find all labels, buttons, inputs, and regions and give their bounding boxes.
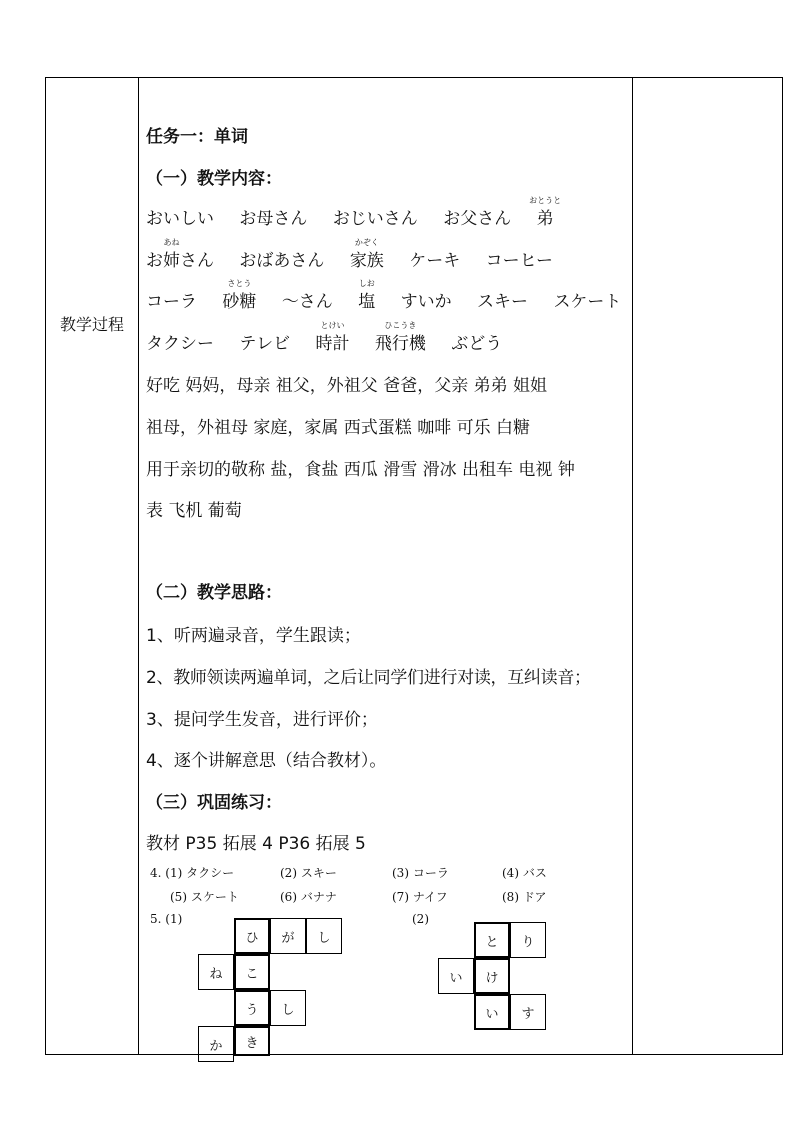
jp-word-ruby: あね 姉 [163, 238, 180, 271]
exercise5-label: 5. (1) [150, 912, 183, 926]
jp-word: ぶどう [451, 334, 503, 354]
jp-word: 砂糖 [222, 292, 257, 312]
jp-word: おばあさん [239, 251, 325, 271]
ruby-text: ひこうき [384, 321, 417, 330]
jp-word: お父さん [443, 209, 512, 229]
jp-word: スケート [553, 292, 622, 312]
lesson-table [45, 77, 783, 1055]
crossword-cell: か [198, 1026, 234, 1062]
jp-word-ruby [358, 279, 376, 312]
cn-meanings-line3: 用于亲切的敬称 盐，食盐 西瓜 滑雪 滑冰 出租车 电视 钟 [146, 460, 575, 480]
cn-meanings-line4: 表 飞机 葡萄 [146, 501, 242, 521]
jp-word-ruby [529, 196, 562, 229]
exercise4-item: (7) ナイフ [392, 890, 448, 904]
crossword-cell: う [234, 990, 270, 1026]
crossword-cell: け [474, 958, 510, 994]
jp-word: おいしい [146, 209, 214, 229]
jp-word-ruby [349, 238, 384, 271]
crossword-cell: り [510, 922, 546, 958]
task-title: 任务一：单词 [146, 127, 248, 147]
step-item: 1、听两遍录音，学生跟读； [146, 626, 361, 646]
exercise4-item: (4) バス [502, 866, 547, 880]
exercise4-item: (2) スキー [280, 866, 337, 880]
jp-word: 弟 [536, 209, 554, 229]
crossword-cell: が [270, 918, 306, 954]
jp-word: お あね 姉さん [146, 238, 214, 271]
jp-word: タクシー [146, 334, 214, 354]
jp-word: お母さん [239, 209, 308, 229]
exercise4-item: (6) バナナ [280, 890, 337, 904]
jp-word: テレビ [239, 334, 291, 354]
jp-word: おじいさん [332, 209, 418, 229]
exercise4-item: (8) ドア [502, 890, 547, 904]
crossword-cell: こ [234, 954, 270, 990]
crossword-cell: き [234, 1026, 270, 1056]
exercise4-item: (5) スケート [170, 890, 239, 904]
practice-reference: 教材 P35 拓展 4 P36 拓展 5 [146, 834, 366, 854]
exercise4-item: 4. (1) タクシー [150, 866, 235, 880]
jp-words-line1 [146, 196, 562, 229]
jp-word-ruby [374, 321, 426, 354]
ruby-text: おとうと [529, 196, 562, 205]
column-divider-left [138, 78, 139, 1054]
jp-word: 塩 [358, 292, 376, 312]
crossword-cell: す [510, 994, 546, 1030]
ruby-text: かぞく [354, 238, 379, 247]
jp-word: コーヒー [485, 251, 553, 271]
jp-word: 時計 [315, 334, 350, 354]
cn-meanings-line2: 祖母，外祖母 家庭，家属 西式蛋糕 咖啡 可乐 白糖 [146, 418, 531, 438]
crossword-cell: い [474, 994, 510, 1030]
jp-word: ～さん [281, 292, 333, 312]
exercise4-item: (3) コーラ [392, 866, 449, 880]
crossword-cell: と [474, 922, 510, 958]
jp-word: 飛行機 [374, 334, 426, 354]
jp-words-line3 [146, 279, 622, 312]
jp-word: ケーキ [409, 251, 461, 271]
column-divider-right [632, 78, 633, 1054]
ruby-text: とけい [320, 321, 345, 330]
jp-word-ruby [315, 321, 350, 354]
ruby-text: しお [358, 279, 375, 288]
jp-word-ruby [222, 279, 257, 312]
ruby-text: さとう [227, 279, 252, 288]
jp-words-line4 [146, 321, 503, 354]
exercise5-label: (2) [412, 912, 429, 926]
section3-title: （三）巩固练习： [146, 793, 282, 813]
crossword-cell: し [306, 918, 342, 954]
jp-word: スキー [477, 292, 529, 312]
jp-word: すいか [400, 292, 452, 312]
jp-words-line2 [146, 238, 573, 271]
jp-word: コーラ [146, 292, 197, 312]
crossword-cell: し [270, 990, 306, 1026]
crossword-cell: ね [198, 954, 234, 990]
step-item: 3、提问学生发音，进行评价； [146, 710, 378, 730]
row-label: 教学过程 [59, 315, 124, 334]
jp-word: 家族 [349, 251, 384, 271]
cn-meanings-line1: 好吃 妈妈，母亲 祖父，外祖父 爸爸，父亲 弟弟 姐姐 [146, 376, 548, 396]
section1-title: （一）教学内容： [146, 169, 282, 189]
step-item: 2、教师领读两遍单词，之后让同学们进行对读，互纠读音； [146, 668, 591, 688]
ruby-text: あね [163, 238, 180, 247]
step-item: 4、逐个讲解意思（结合教材）。 [146, 751, 387, 771]
crossword-cell: い [438, 958, 474, 994]
section2-title: （二）教学思路： [146, 583, 282, 603]
crossword-cell: ひ [234, 918, 270, 954]
